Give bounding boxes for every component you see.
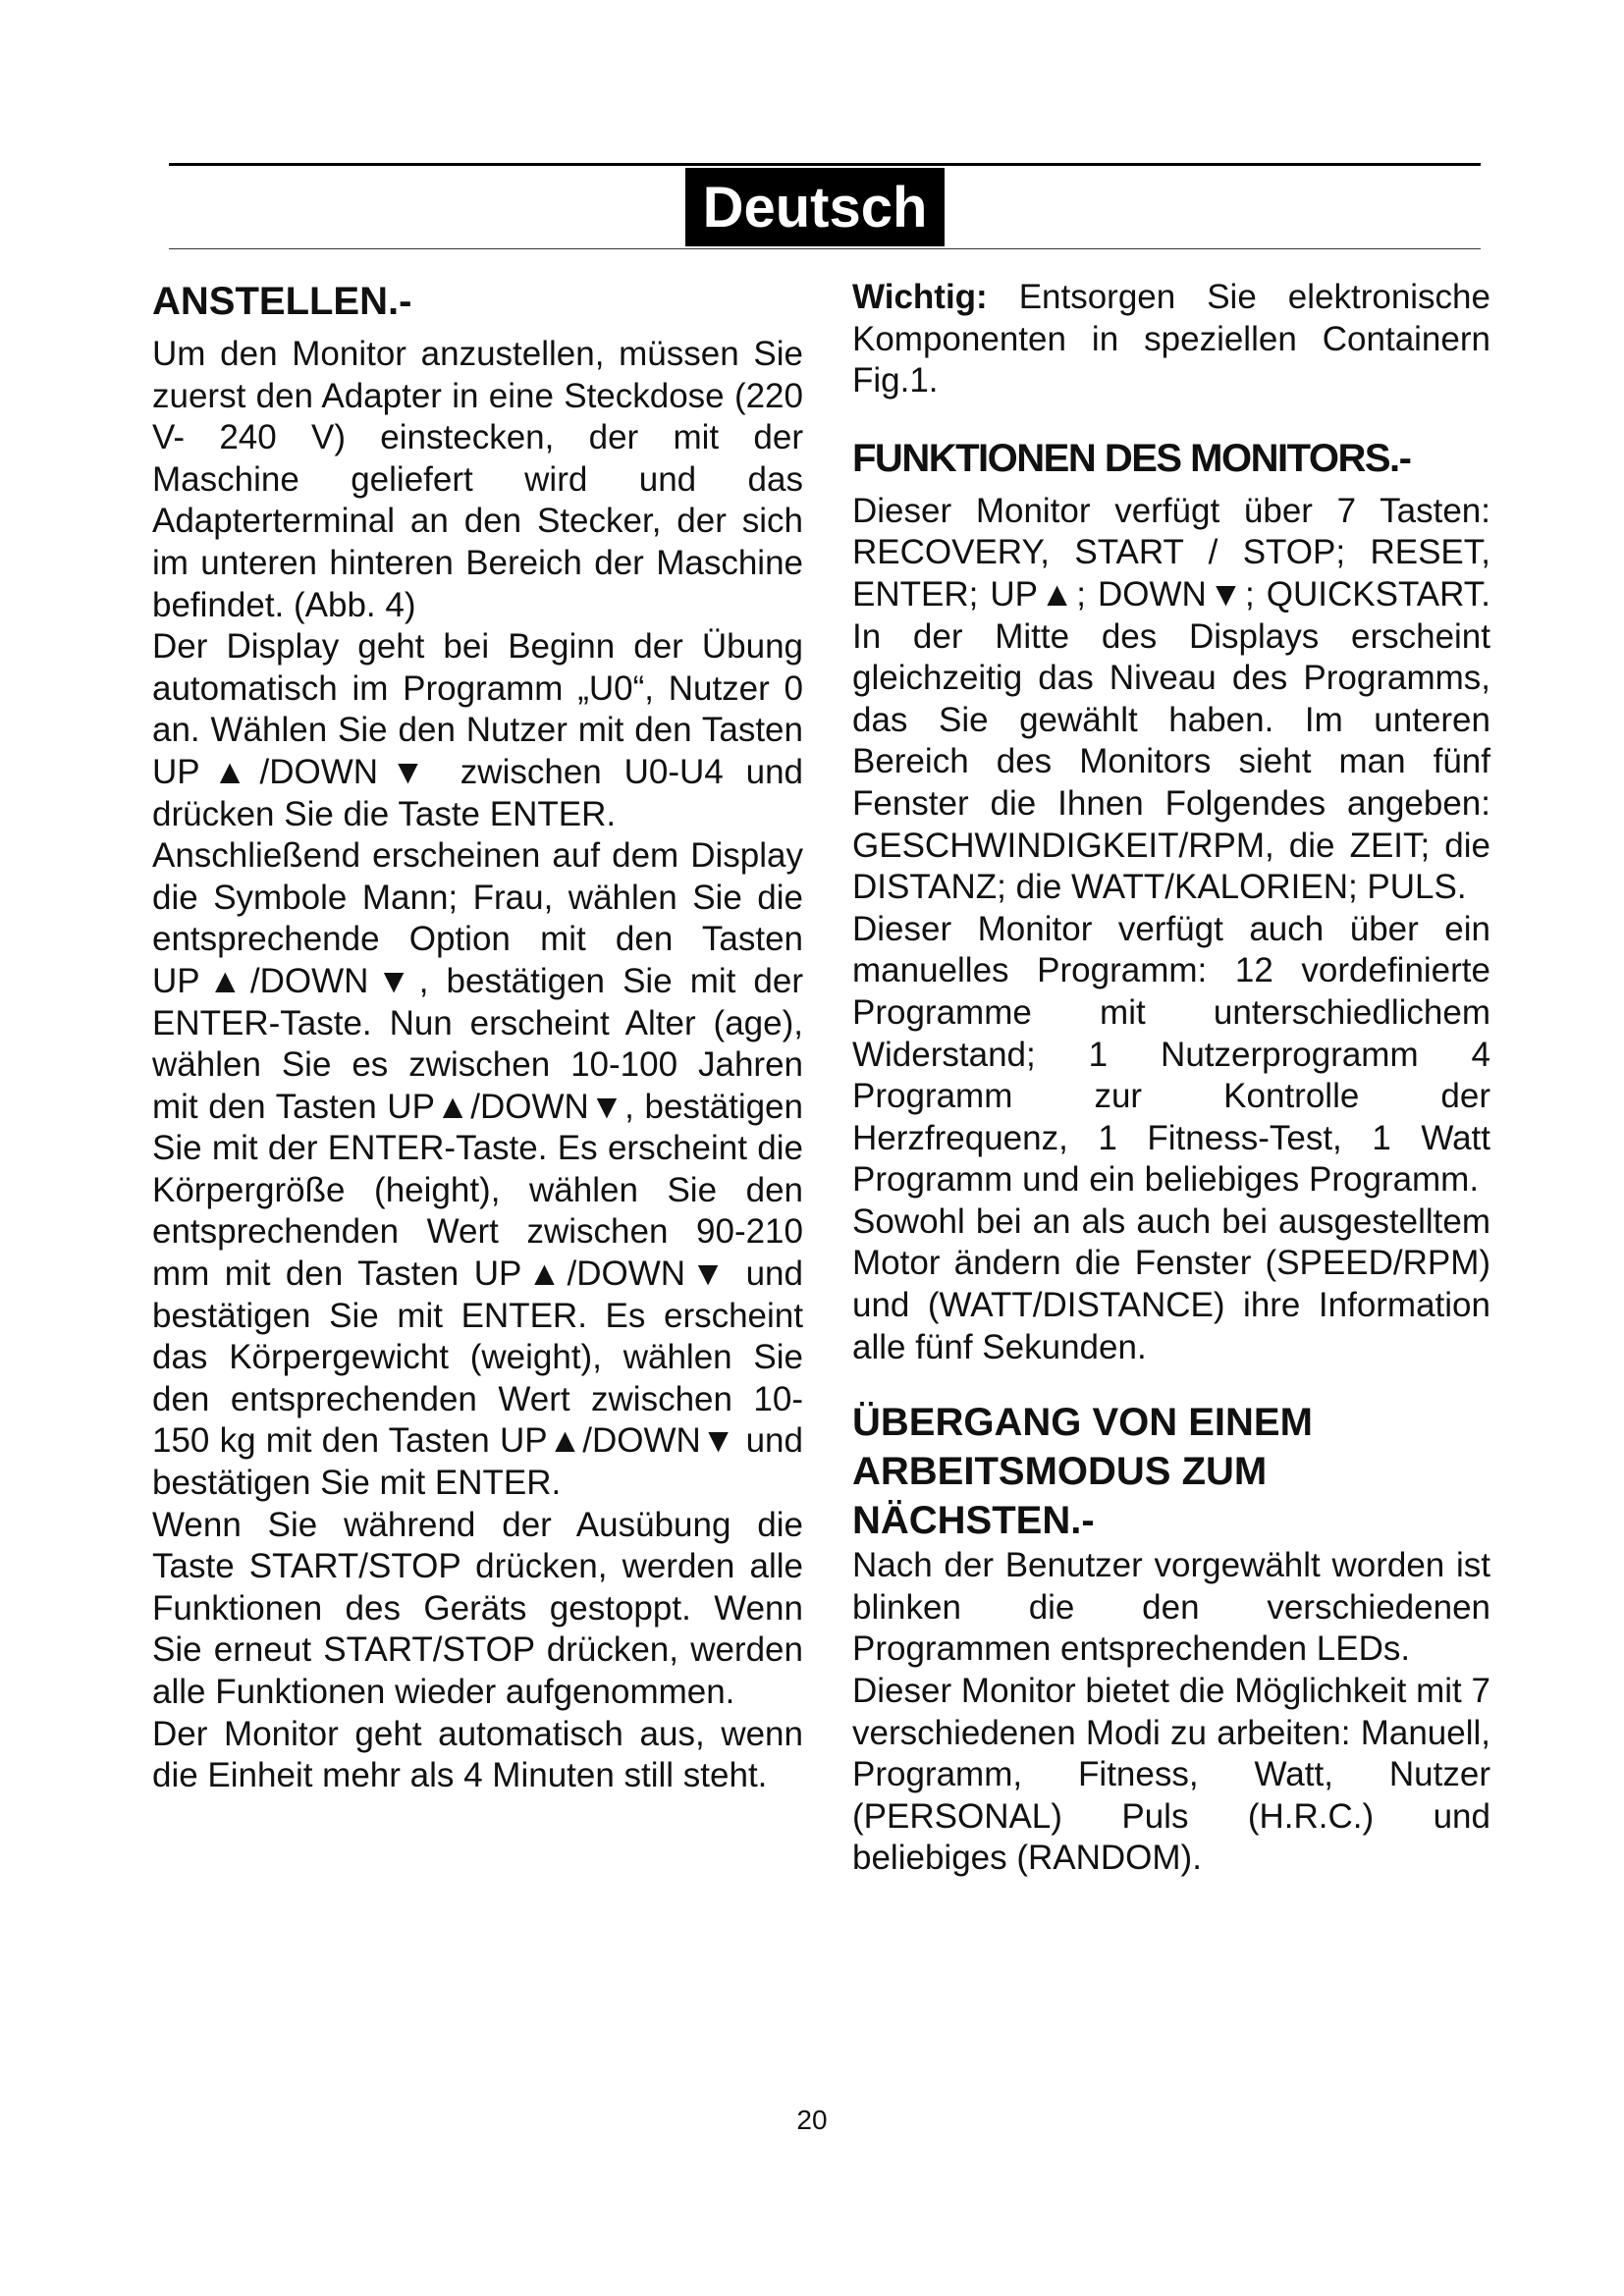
paragraph: Um den Monitor anzustellen, müssen Sie zuerst den Adapter in eine Steckdose (220 V- 240 V) einstecken, der mit der Maschine geliefert wird und das Adapterterminal an den Stecker, der sich im unteren hinteren Bereich der Maschine befindet. (Abb. 4) bbox=[152, 335, 803, 624]
paragraph: Der Monitor geht automatisch aus, wenn die Einheit mehr als 4 Minuten still steht. bbox=[152, 1714, 803, 1795]
left-column bbox=[152, 277, 803, 1797]
language-title: Deutsch bbox=[685, 168, 945, 246]
important-label: Wichtig: bbox=[852, 278, 988, 316]
section-heading-anstellen: ANSTELLEN.- bbox=[152, 280, 412, 323]
section-heading-funktionen: FUNKTIONEN DES MONITORS.- bbox=[852, 436, 1411, 480]
paragraph: Dieser Monitor bietet die Möglichkeit mit 7 verschiedenen Modi zu arbeiten: Manuell, Programm, Fitness, Watt, Nutzer (PERSONAL) Puls (H.R.C.) und beliebiges (RANDOM). bbox=[852, 1672, 1490, 1878]
paragraph: Anschließend erscheinen auf dem Display die Symbole Mann; Frau, wählen Sie die entsprechende Option mit den Tasten UP▲/DOWN▼, bestätigen Sie mit der ENTER-Taste. Nun erscheint Alter (age), wählen Sie es zwischen 10-100 Jahren mit den Tasten UP▲/DOWN▼, bestätigen Sie mit der ENTER-Taste. Es erscheint die Körpergröße (height), wählen Sie den entsprechenden Wert zwischen 90-210 mm mit den Tasten UP▲/DOWN▼ und bestätigen Sie mit ENTER. Es erscheint das Körpergewicht (weight), wählen Sie den entsprechenden Wert zwischen 10-150 kg mit den Tasten UP▲/DOWN▼ und bestätigen Sie mit ENTER. bbox=[152, 836, 803, 1503]
important-note bbox=[852, 277, 1490, 402]
header-bottom-rule bbox=[169, 248, 1481, 249]
heading-line: NÄCHSTEN.- bbox=[852, 1499, 1095, 1543]
heading-line: ÜBERGANG VON EINEM bbox=[852, 1401, 1313, 1445]
header-top-rule bbox=[169, 163, 1481, 166]
paragraph: Nach der Benutzer vorgewählt worden ist blinken die den verschiedenen Programmen entsprechenden LEDs. bbox=[852, 1546, 1490, 1669]
paragraph: Wenn Sie während der Ausübung die Taste START/STOP drücken, werden alle Funktionen des Geräts gestoppt. Wenn Sie erneut START/STOP drücken, werden alle Funktionen wieder aufgenommen. bbox=[152, 1505, 803, 1711]
paragraph: Dieser Monitor verfügt auch über ein manuelles Programm: 12 vordefinierte Programme mit unterschiedlichem Widerstand; 1 Nutzerprogramm 4 Programm zur Kontrolle der Herzfrequenz, 1 Fitness-Test, 1 Watt Programm und ein beliebiges Programm. bbox=[852, 909, 1490, 1200]
section-heading-uebergang bbox=[852, 1398, 1490, 1545]
important-text: Entsorgen Sie elektronische Komponenten in speziellen Containern Fig.1. bbox=[852, 278, 1490, 400]
paragraph: Dieser Monitor verfügt über 7 Tasten: RECOVERY, START / STOP; RESET, ENTER; UP▲; DOWN▼; QUICKSTART. In der Mitte des Displays erscheint gleichzeitig das Niveau des Programms, das Sie gewählt haben. Im unteren Bereich des Monitors sieht man fünf Fenster die Ihnen Folgendes angeben: GESCHWINDIGKEIT/RPM, die ZEIT; die DISTANZ; die WATT/KALORIEN; PULS. bbox=[852, 491, 1490, 907]
heading-line: ARBEITSMODUS ZUM bbox=[852, 1450, 1268, 1494]
paragraph: Sowohl bei an als auch bei ausgestelltem Motor ändern die Fenster (SPEED/RPM) und (WATT/DISTANCE) ihre Information alle fünf Sekunden. bbox=[852, 1201, 1490, 1366]
page-number: 20 bbox=[796, 2105, 828, 2135]
paragraph: Der Display geht bei Beginn der Übung automatisch im Programm „U0“, Nutzer 0 an. Wählen Sie den Nutzer mit den Tasten UP▲/DOWN▼ zwischen U0-U4 und drücken Sie die Taste ENTER. bbox=[152, 627, 803, 833]
right-column bbox=[852, 277, 1490, 1880]
